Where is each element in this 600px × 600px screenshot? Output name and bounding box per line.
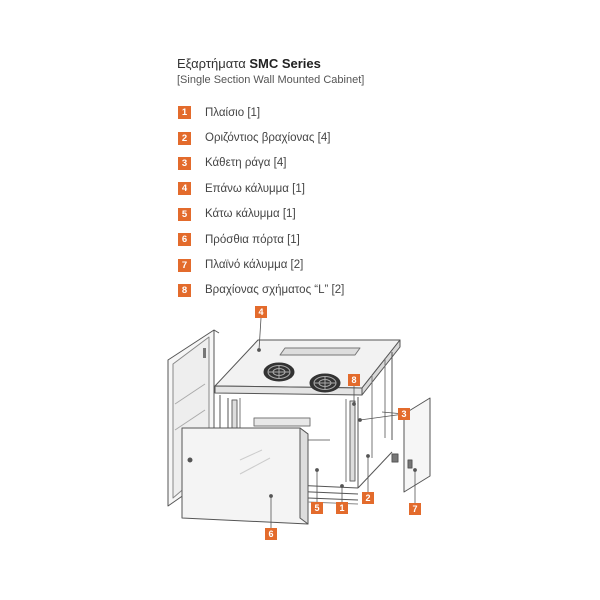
svg-text:2: 2 xyxy=(365,493,371,503)
fan-icon xyxy=(264,363,294,381)
series-name: SMC Series xyxy=(249,56,321,71)
side-cover-right xyxy=(392,398,430,492)
svg-text:1: 1 xyxy=(339,503,345,513)
callout-6 xyxy=(265,528,277,540)
svg-text:7: 7 xyxy=(412,504,418,514)
part-label: Πρόσθια πόρτα [1] xyxy=(205,233,300,246)
callout-2 xyxy=(362,492,374,504)
callout-4 xyxy=(255,306,267,318)
part-label: Οριζόντιος βραχίονας [4] xyxy=(205,132,331,145)
part-label: Κάτω κάλυμμα [1] xyxy=(205,208,296,221)
svg-text:8: 8 xyxy=(351,375,357,385)
part-number-badge: 6 xyxy=(178,233,191,246)
part-label: Βραχίονας σχήματος “L” [2] xyxy=(205,284,345,297)
part-label: Πλαίσιο [1] xyxy=(205,106,261,119)
part-number-badge: 2 xyxy=(178,132,191,145)
part-label: Κάθετη ράγα [4] xyxy=(205,157,287,170)
title-prefix: Εξαρτήματα xyxy=(177,56,246,71)
svg-text:4: 4 xyxy=(258,307,264,317)
svg-text:3: 3 xyxy=(401,409,407,419)
callout-3 xyxy=(398,408,410,420)
part-number-badge: 4 xyxy=(178,182,191,195)
svg-text:6: 6 xyxy=(268,529,274,539)
part-number-badge: 3 xyxy=(178,157,191,170)
fan-icon xyxy=(310,374,340,392)
callout-7 xyxy=(409,503,421,515)
page-subtitle: [Single Section Wall Mounted Cabinet] xyxy=(177,74,365,86)
part-number-badge: 7 xyxy=(178,259,191,272)
part-number-badge: 1 xyxy=(178,106,191,119)
front-door-panel xyxy=(182,428,308,524)
svg-text:5: 5 xyxy=(314,503,320,513)
part-label: Πλαϊνό κάλυμμα [2] xyxy=(205,259,304,272)
callout-5 xyxy=(311,502,323,514)
part-label: Επάνω κάλυμμα [1] xyxy=(205,182,305,195)
callout-1 xyxy=(336,502,348,514)
part-number-badge: 5 xyxy=(178,208,191,221)
callout-8 xyxy=(348,374,360,386)
part-number-badge: 8 xyxy=(178,284,191,297)
